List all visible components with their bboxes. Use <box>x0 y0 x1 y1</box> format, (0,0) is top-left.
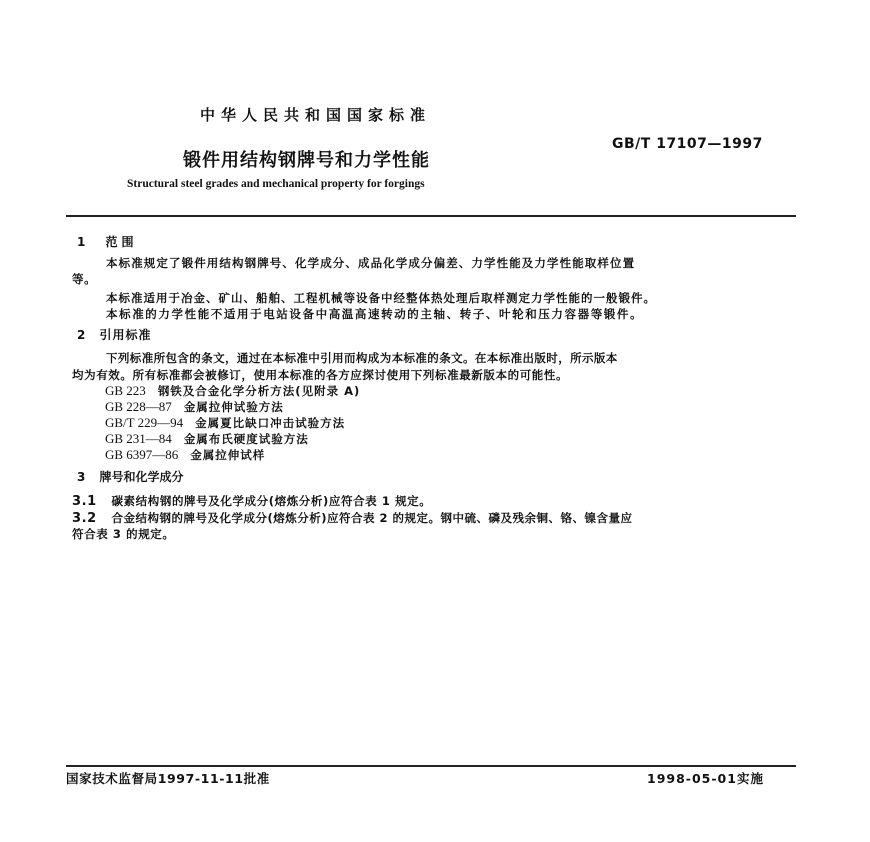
paragraph-line: 本标准的力学性能不适用于电站设备中高温高速转动的主轴、转子、叶轮和压力容器等锻件。 <box>106 307 644 321</box>
reference-code: GB/T 229—94 <box>105 415 184 430</box>
paragraph-line: 本标准规定了锻件用结构钢牌号、化学成分、成品化学成分偏差、力学性能及力学性能取样位置 <box>106 256 636 270</box>
effective-date: 1998-05-01实施 <box>647 771 764 786</box>
reference-item <box>105 415 345 431</box>
standard-number: GB/T 17107—1997 <box>612 136 763 152</box>
reference-code: GB 228—87 <box>105 399 172 414</box>
reference-item <box>105 447 265 463</box>
paragraph-line: 等。 <box>72 272 97 286</box>
section-title: 引用标准 <box>99 328 152 342</box>
reference-name: 钢铁及合金化学分析方法(见附录 A) <box>157 384 361 398</box>
reference-name: 金属布氏硬度试验方法 <box>183 432 309 446</box>
clause-number: 3.1 <box>72 494 97 509</box>
clause-text: 碳素结构钢的牌号及化学成分(熔炼分析)应符合表 1 规定。 <box>111 494 432 508</box>
clause-3-2 <box>72 510 632 526</box>
paragraph-line: 下列标准所包含的条文，通过在本标准中引用而构成为本标准的条文。在本标准出版时，所示版本 <box>106 351 618 365</box>
section-3-heading <box>77 468 184 485</box>
paragraph-line: 本标准适用于冶金、矿山、船舶、工程机械等设备中经整体热处理后取样测定力学性能的一般锻件。 <box>106 291 656 305</box>
document-title-cn: 锻件用结构钢牌号和力学性能 <box>183 150 430 171</box>
document-title-en: Structural steel grades and mechanical property for forgings <box>127 178 425 190</box>
paragraph-line: 符合表 3 的规定。 <box>72 527 175 541</box>
reference-item <box>105 383 360 399</box>
reference-code: GB 6397—86 <box>105 447 179 462</box>
clause-number: 3.2 <box>72 511 97 526</box>
reference-name: 金属拉伸试验方法 <box>183 400 284 414</box>
section-title: 范围 <box>105 235 138 249</box>
paragraph-line: 均为有效。所有标准都会被修订，使用本标准的各方应探讨使用下列标准最新版本的可能性。 <box>72 368 569 382</box>
approval-date: 国家技术监督局1997-11-11批准 <box>66 771 270 786</box>
reference-code: GB 231—84 <box>105 431 172 446</box>
section-number: 1 <box>77 235 86 249</box>
clause-text: 合金结构钢的牌号及化学成分(熔炼分析)应符合表 2 的规定。钢中硫、磷及残余铜、铬、镍含量应 <box>111 511 633 525</box>
section-number: 3 <box>77 470 86 484</box>
reference-name: 金属拉伸试样 <box>190 448 266 462</box>
national-standard-heading: 中华人民共和国国家标准 <box>200 106 432 124</box>
reference-item <box>105 431 309 447</box>
header-divider <box>66 215 796 217</box>
reference-name: 金属夏比缺口冲击试验方法 <box>195 416 346 430</box>
reference-item <box>105 399 284 415</box>
footer-divider <box>66 765 796 767</box>
section-number: 2 <box>77 328 86 342</box>
section-1-heading <box>77 233 138 250</box>
section-2-heading <box>77 326 152 343</box>
clause-3-1 <box>72 493 431 509</box>
section-title: 牌号和化学成分 <box>99 470 184 484</box>
reference-code: GB 223 <box>105 383 146 398</box>
